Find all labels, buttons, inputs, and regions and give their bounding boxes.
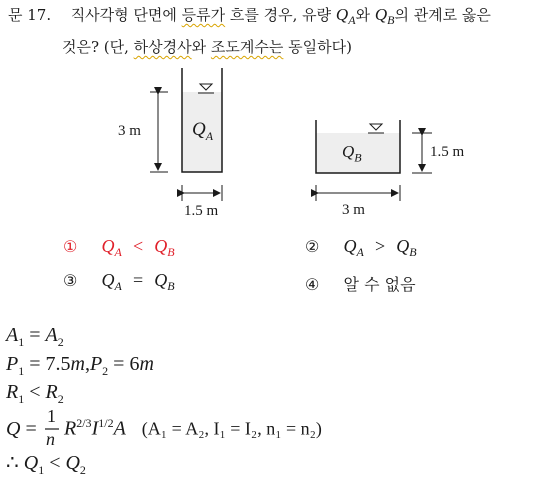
option-2[interactable] (305, 236, 417, 260)
sol4-den-n: n (46, 429, 55, 449)
option-4[interactable] (305, 272, 416, 295)
option-2-rhs: Q (396, 236, 410, 256)
water-surface-icon-b (368, 124, 384, 133)
question-text-2c: 동일하다) (283, 38, 352, 56)
label-b-width: 3 m (342, 202, 365, 218)
option-3-number: ③ (63, 271, 78, 290)
option-1-number: ① (63, 237, 78, 256)
solution-line-3 (6, 381, 64, 407)
option-1-rhs: Q (154, 236, 168, 256)
sol2-b-val: 6 (129, 353, 140, 375)
symbol-qb: Q (374, 5, 388, 24)
sol3-op: < (29, 381, 41, 403)
option-2-number: ② (305, 237, 320, 256)
option-3-op: = (132, 270, 144, 290)
option-4-text: 알 수 없음 (343, 275, 416, 294)
option-1-rhs-sub: B (167, 245, 175, 260)
sol2-a-unit: m (70, 353, 85, 375)
question-text-1b: 흐를 경우, 유량 (225, 6, 336, 24)
solution-line-5 (6, 450, 86, 478)
sol4-condition: (A₁ = A₂, I₁ = I₂, n₁ = n₂) (141, 418, 322, 439)
term-uniform-flow: 등류가 (181, 6, 226, 24)
label-qb-main: Q (342, 142, 355, 161)
sol4-frac-den (46, 429, 55, 450)
solution-line-2: $P_1 = 7.5m,P_2 = 6m$ (6, 353, 154, 378)
sol4-rest (64, 416, 322, 441)
solution-line-4: Q = (6, 418, 37, 440)
sol3-b-sub: 2 (57, 392, 64, 406)
option-4-number: ④ (305, 275, 320, 294)
sol3-a: R (6, 381, 19, 403)
sol5-a-sub: 1 (38, 463, 45, 477)
option-3-lhs-sub: A (114, 279, 122, 294)
symbol-qa: Q (335, 5, 349, 24)
sol4-i-exp: 1/2 (98, 416, 114, 430)
question-text-2a: 것은? (단, (62, 38, 134, 56)
question-number: 문 17. (8, 6, 52, 24)
sol4-frac-num: 1 (47, 406, 56, 426)
option-3-rhs-sub: B (167, 279, 175, 294)
label-qa-main: Q (192, 119, 206, 140)
option-3[interactable] (63, 270, 175, 294)
label-qa-sub: A (205, 128, 214, 143)
option-2-lhs: Q (343, 236, 357, 256)
sol4-r-exp: 2/3 (76, 416, 92, 430)
symbol-qb-sub: B (387, 13, 395, 27)
therefore-icon: ∴ (6, 452, 19, 474)
question-text-2b: 와 (191, 38, 211, 56)
option-2-op: > (374, 236, 386, 256)
option-1-lhs-sub: A (114, 245, 122, 260)
label-b-height: 1.5 m (430, 144, 465, 160)
label-qb (342, 142, 362, 165)
sol2-a-sub: 1 (18, 364, 25, 378)
sol1-b: A (45, 324, 58, 346)
option-1-lhs: Q (101, 236, 115, 256)
question-text-1a: 직사각형 단면에 (70, 6, 182, 24)
sol1-b-sub: 2 (57, 335, 64, 349)
option-1-op: < (132, 236, 144, 256)
sol3-a-sub: 1 (18, 392, 25, 406)
term-roughness: 조도계수는 (210, 38, 284, 56)
option-3-lhs: Q (101, 270, 115, 290)
term-bed-slope: 하상경사 (133, 38, 192, 56)
sol2-b-unit: m (139, 353, 154, 375)
sol4-q: Q (6, 418, 21, 440)
option-2-lhs-sub: A (356, 245, 364, 260)
option-3-rhs: Q (154, 270, 168, 290)
sol5-b-sub: 2 (79, 463, 86, 477)
option-1[interactable] (63, 236, 175, 260)
question-text-1d: 의 관계로 옳은 (394, 6, 491, 24)
symbol-qa-sub: A (348, 13, 356, 27)
sol1-a-sub: 1 (18, 335, 25, 349)
label-a-width: 1.5 m (184, 203, 219, 219)
sol2-a: P (6, 353, 19, 375)
sol2-b-sub: 2 (102, 364, 109, 378)
sol5-a: Q (23, 452, 39, 474)
water-surface-icon-a (198, 84, 214, 93)
sol2-b: P (89, 353, 103, 375)
sol2-a-val: 7.5 (45, 353, 71, 375)
label-qa (192, 119, 213, 144)
sol5-op: < (49, 452, 61, 474)
question-text-1c: 와 (355, 6, 375, 24)
sol4-r: R (64, 417, 77, 440)
label-qb-sub: B (354, 150, 362, 165)
option-2-rhs-sub: B (409, 245, 417, 260)
sol3-b: R (45, 381, 58, 403)
sol4-i: I (91, 417, 99, 440)
sol5-b: Q (65, 452, 80, 474)
sol4-a: A (113, 417, 126, 440)
sol1-a: A (6, 324, 19, 346)
label-a-height: 3 m (118, 123, 141, 139)
solution-line-1 (6, 324, 64, 350)
sol1-eq: = (29, 324, 41, 346)
